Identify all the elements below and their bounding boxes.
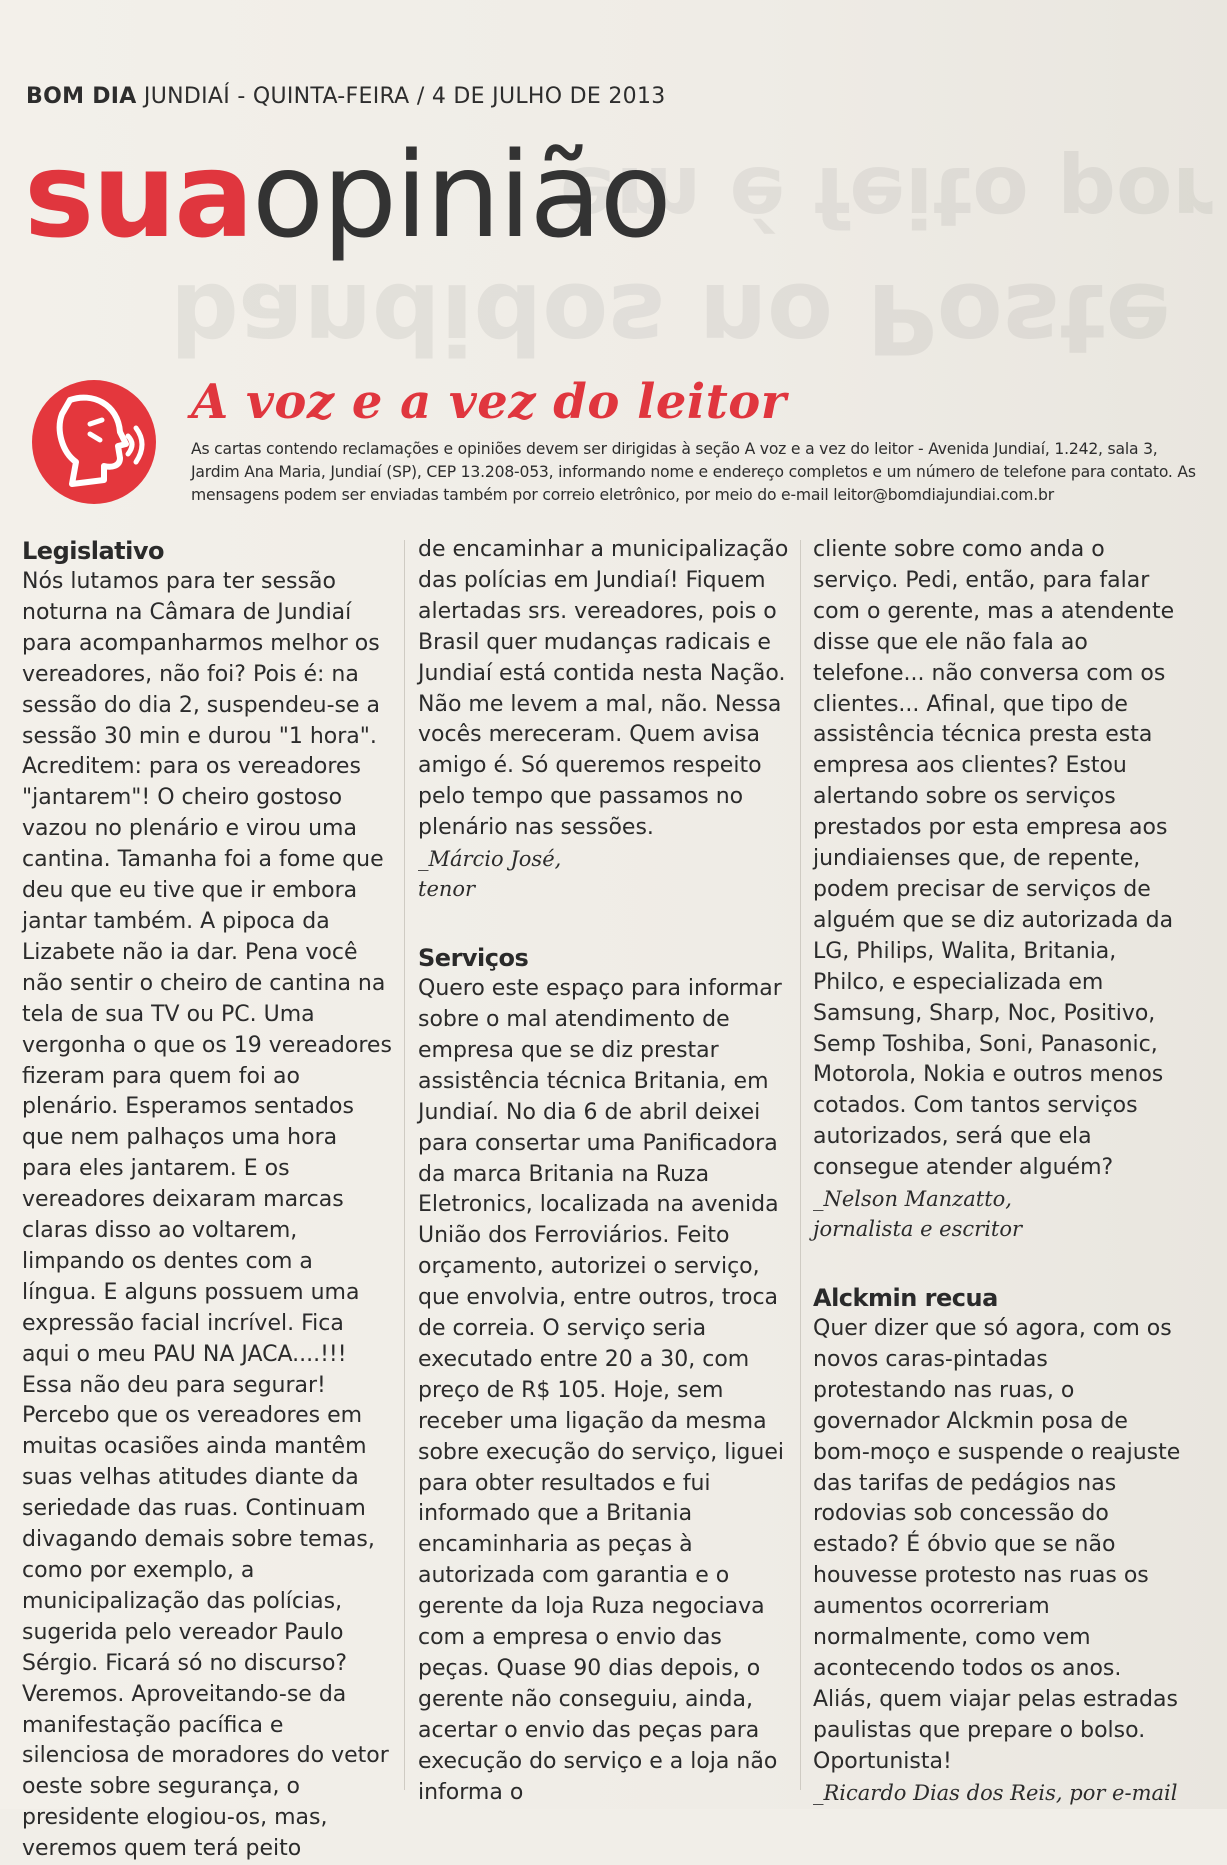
section-subtitle: A voz e a vez do leitor xyxy=(191,374,787,430)
letter-body-servicos: Quero este espaço para informar sobre o mal atendimento de empresa que se diz prestar assistência técnica Britania, em Jundiaí. No dia 6 de abril deixei para consertar uma Panificadora da marca Britania na Ruza Eletronics, localizada na avenida União dos Ferroviários. Feito orçamento, autorizei o serviço, que envolvia, entre outros, troca de correia. O serviço seria executado entre 20 a 30, com preço de R$ 105. Hoje, sem receber uma ligação da mesma sobre execução do serviço, liguei para obter resultados e fui informado que a Britania encaminharia as peças à autorizada com garantia e o gerente da loja Ruza negociava com a empresa o envio das peças. Quase 90 dias depois, o gerente não conseguiu, ainda, acertar o envio das peças para execução do serviço e a loja não informa o xyxy=(418,976,784,1805)
letter-signature-alckmin: _Ricardo Dias dos Reis, por e-mail xyxy=(813,1780,1178,1805)
section-intro: As cartas contendo reclamações e opiniões devem ser dirigidas à seção A voz e a vez do leitor - Avenida Jundiaí, 1.242, sala 3, Jardim Ana Maria, Jundiaí (SP), CEP 13.208-053, informando nome e endereço completos e um número de telefone para contato. As mensagens podem ser enviadas também por correio eletrônico, por meio do e-mail leitor@bomdiajundiai.com.br xyxy=(191,440,1196,504)
column-3 xyxy=(813,535,1183,1808)
masthead-edition: JUNDIAÍ - QUINTA-FEIRA / 4 DE JULHO DE 2013 xyxy=(143,84,666,109)
letter-signature-role-servicos: jornalista e escritor xyxy=(813,1217,1023,1242)
letter-body-legislativo-continued: de encaminhar a municipalização das polícias em Jundiaí! Fiquem alertadas srs. vereadores, pois o Brasil quer mudanças radicais e Jundiaí está contida nesta Nação. Não me levem a mal, não. Nessa vocês mereceram. Quem avisa amigo é. Só queremos respeito pelo tempo que passamos no plenário nas sessões. xyxy=(418,537,789,841)
column-2 xyxy=(418,535,790,1809)
letter-heading-legislativo: Legislativo xyxy=(22,537,165,565)
section-title-sua: sua xyxy=(24,126,252,264)
speaking-head-icon xyxy=(32,380,156,504)
letter-body-legislativo: Nós lutamos para ter sessão noturna na Câmara de Jundiaí para acompanharmos melhor os vereadores, não foi? Pois é: na sessão do dia 2, suspendeu-se a sessão 30 min e durou "1 hora". Acreditem: para os vereadores "jantarem"! O cheiro gostoso vazou no plenário e virou uma cantina. Tamanha foi a fome que deu que eu tive que ir embora jantar também. A pipoca da Lizabete não ia dar. Pena você não sentir o cheiro de cantina na tela de sua TV ou PC. Uma vergonha o que os 19 vereadores fizeram para quem foi ao plenário. Esperamos sentados que nem palhaços uma hora para eles jantarem. E os vereadores deixaram marcas claras disso ao voltarem, limpando os dentes com a língua. E alguns possuem uma expressão facial incrível. Fica aqui o meu PAU NA JACA....!!! Essa não deu para segurar! Percebo que os vereadores em muitas ocasiões ainda mantêm suas velhas atitudes diante da seriedade das ruas. Continuam divagando demais sobre temas, como por exemplo, a municipalização das polícias, sugerida pelo vereador Paulo Sérgio. Ficará só no discurso? Veremos. Aproveitando-se da manifestação pacífica e silenciosa de moradores do vetor oeste sobre segurança, o presidente elogiou-os, mas, veremos quem terá peito xyxy=(22,569,392,1862)
column-divider-1 xyxy=(404,540,405,1790)
section-title xyxy=(24,126,670,264)
column-1 xyxy=(22,535,392,1865)
letter-body-servicos-continued: cliente sobre como anda o serviço. Pedi, então, para falar com o gerente, mas a atendente disse que ele não fala ao telefone... não conversa com os clientes... Afinal, que tipo de assistência técnica presta esta empresa aos clientes? Estou alertando sobre os serviços prestados por esta empresa aos jundiaienses que, de repente, podem precisar de serviços de alguém que se diz autorizada da LG, Philips, Walita, Britania, Philco, e especializada em Samsung, Sharp, Noc, Positivo, Semp Toshiba, Soni, Panasonic, Motorola, Nokia e outros menos cotados. Com tantos serviços autorizados, será que ela consegue atender alguém? xyxy=(813,537,1175,1181)
letter-signature-servicos: _Nelson Manzatto, xyxy=(813,1187,1012,1212)
letter-signature-role-legislativo: tenor xyxy=(418,877,476,902)
letter-body-alckmin: Quer dizer que só agora, com os novos caras-pintadas protestando nas ruas, o governador Alckmin posa de bom-moço e suspende o reajuste das tarifas de pedágios nas rodovias sob concessão do estado? É óbvio que se não houvesse protesto nas ruas os aumentos ocorreriam normalmente, como vem acontecendo todos os anos. Aliás, quem viajar pelas estradas paulistas que prepare o bolso. Oportunista! xyxy=(813,1316,1181,1774)
section-title-opiniao: opinião xyxy=(251,126,670,264)
masthead-paper: BOM DIA xyxy=(26,84,137,109)
bleed-through-text-2: bandidos no Poste xyxy=(170,262,1171,374)
masthead xyxy=(26,84,666,109)
letter-signature-legislativo: _Márcio José, xyxy=(418,847,562,872)
bleed-through-text: em é feito por xyxy=(560,148,1213,243)
column-divider-2 xyxy=(800,540,801,1790)
letter-heading-servicos: Serviços xyxy=(418,944,529,973)
letter-heading-alckmin: Alckmin recua xyxy=(813,1284,998,1313)
